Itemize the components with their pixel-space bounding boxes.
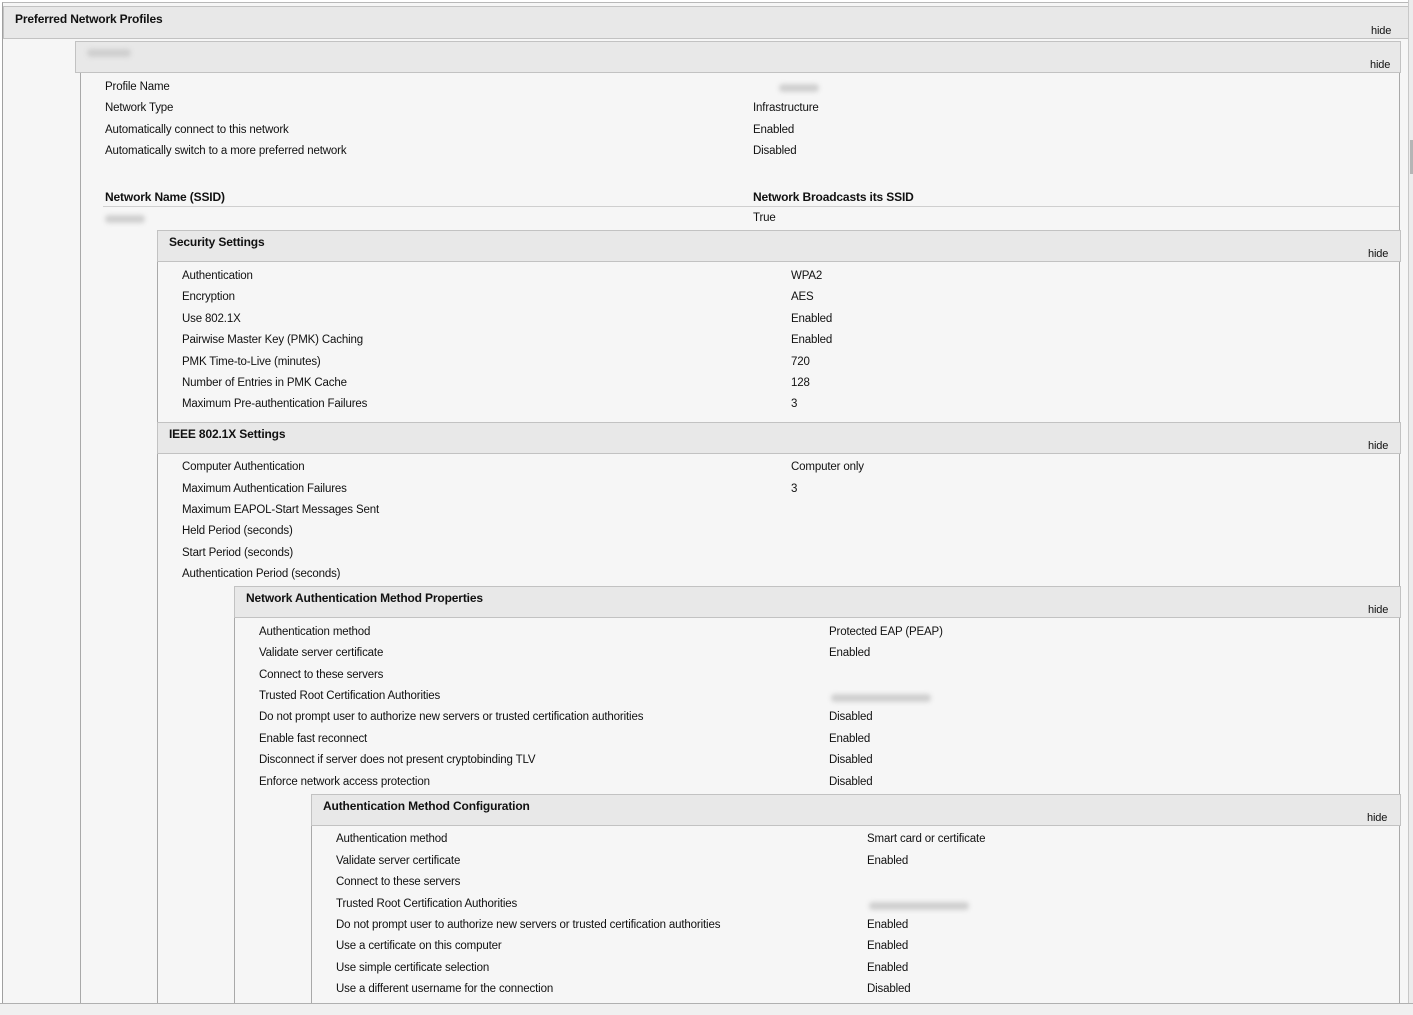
ieee-settings-header xyxy=(157,422,1401,454)
profile-row-value: Infrastructure xyxy=(753,102,819,114)
security-row-value: 128 xyxy=(791,377,810,389)
amc-row-value: Enabled xyxy=(867,962,909,974)
security-row-value: AES xyxy=(791,291,814,303)
profile-row-value: Enabled xyxy=(753,124,795,136)
security-row-value: 3 xyxy=(791,398,798,410)
security-row-label: PMK Time-to-Live (minutes) xyxy=(182,356,321,368)
amc-row-label: Use simple certificate selection xyxy=(336,962,490,974)
ieee-row-label: Authentication Period (seconds) xyxy=(182,568,341,580)
security-settings-title: Security Settings xyxy=(169,235,265,249)
ieee-row-value: 3 xyxy=(791,483,798,495)
amc-row-value: Enabled xyxy=(867,919,909,931)
report-pane xyxy=(2,2,1409,1004)
preferred-network-profiles-header xyxy=(3,6,1409,39)
namp-row-label: Enforce network access protection xyxy=(259,776,430,788)
amc-row-label: Trusted Root Certification Authorities xyxy=(336,898,518,910)
amc-title: Authentication Method Configuration xyxy=(323,799,530,813)
namp-row-label: Validate server certificate xyxy=(259,647,384,659)
security-row-value: WPA2 xyxy=(791,270,823,282)
amc-row-label: Connect to these servers xyxy=(336,876,461,888)
hide-link-amc[interactable]: hide xyxy=(1367,812,1388,824)
ieee-row-label: Maximum Authentication Failures xyxy=(182,483,347,495)
ieee-row-label: Computer Authentication xyxy=(182,461,305,473)
namp-row-value: Disabled xyxy=(829,711,873,723)
ieee-row-label: Start Period (seconds) xyxy=(182,547,294,559)
namp-row-value: Disabled xyxy=(829,754,873,766)
security-row-label: Number of Entries in PMK Cache xyxy=(182,377,347,389)
ssid-table-divider xyxy=(103,206,1399,207)
namp-title: Network Authentication Method Properties xyxy=(246,591,483,605)
amc-row-label: Authentication method xyxy=(336,833,448,845)
namp-row-label: Trusted Root Certification Authorities xyxy=(259,690,441,702)
preferred-network-profiles-title: Preferred Network Profiles xyxy=(15,12,163,26)
ieee-row-value: Computer only xyxy=(791,461,864,473)
hide-link-security[interactable]: hide xyxy=(1368,248,1389,260)
ieee-settings-title: IEEE 802.1X Settings xyxy=(169,427,286,441)
hide-link-namp[interactable]: hide xyxy=(1368,604,1389,616)
namp-row-value: Disabled xyxy=(829,776,873,788)
ssid-value-redacted xyxy=(105,215,145,223)
namp-row-label: Disconnect if server does not present cryptobinding TLV xyxy=(259,754,536,766)
amc-row-value: Disabled xyxy=(867,983,911,995)
amc-row-label: Validate server certificate xyxy=(336,855,461,867)
profile-row-label: Automatically switch to a more preferred network xyxy=(105,145,347,157)
namp-row-label: Authentication method xyxy=(259,626,371,638)
ieee-row-label: Held Period (seconds) xyxy=(182,525,293,537)
namp-row-label: Enable fast reconnect xyxy=(259,733,368,745)
profile-header xyxy=(75,41,1401,73)
vertical-scrollbar[interactable] xyxy=(1408,0,1413,1003)
namp-row-label: Connect to these servers xyxy=(259,669,384,681)
broadcast-value: True xyxy=(753,212,776,224)
ssid-column-header: Network Name (SSID) xyxy=(105,190,225,204)
namp-row-value: Protected EAP (PEAP) xyxy=(829,626,943,638)
amc-trusted-ca-redacted xyxy=(869,902,969,910)
profile-name-redacted xyxy=(87,49,131,57)
amc-row-value: Smart card or certificate xyxy=(867,833,986,845)
namp-row-label: Do not prompt user to authorize new servers or trusted certification authorities xyxy=(259,711,644,723)
amc-row-label: Use a different username for the connection xyxy=(336,983,554,995)
amc-row-value: Enabled xyxy=(867,940,909,952)
right-border-line xyxy=(1399,43,1400,1004)
security-row-value: Enabled xyxy=(791,334,833,346)
security-settings-header xyxy=(157,230,1401,262)
indent-line-level2 xyxy=(157,261,158,1004)
indent-line-level3 xyxy=(234,617,235,1004)
security-row-label: Encryption xyxy=(182,291,235,303)
broadcast-column-header: Network Broadcasts its SSID xyxy=(753,190,914,204)
profile-row-value: Disabled xyxy=(753,145,797,157)
profile-row-label: Network Type xyxy=(105,102,174,114)
profile-row-label: Automatically connect to this network xyxy=(105,124,289,136)
security-row-label: Pairwise Master Key (PMK) Caching xyxy=(182,334,364,346)
security-row-value: Enabled xyxy=(791,313,833,325)
namp-row-value: Enabled xyxy=(829,647,871,659)
indent-line-level4 xyxy=(311,825,312,1004)
security-row-value: 720 xyxy=(791,356,810,368)
amc-row-label: Do not prompt user to authorize new servers or trusted certification authorities xyxy=(336,919,721,931)
profile-row-label: Profile Name xyxy=(105,81,170,93)
hide-link-profile[interactable]: hide xyxy=(1370,59,1391,71)
ieee-row-label: Maximum EAPOL-Start Messages Sent xyxy=(182,504,380,516)
amc-row-label: Use a certificate on this computer xyxy=(336,940,502,952)
security-row-label: Authentication xyxy=(182,270,253,282)
profile-name-value-redacted xyxy=(779,84,819,92)
namp-row-value: Enabled xyxy=(829,733,871,745)
hide-link-ieee[interactable]: hide xyxy=(1368,440,1389,452)
amc-row-value: Enabled xyxy=(867,855,909,867)
hide-link-preferred[interactable]: hide xyxy=(1371,25,1392,37)
indent-line-level1 xyxy=(80,71,81,1004)
security-row-label: Maximum Pre-authentication Failures xyxy=(182,398,368,410)
bottom-edge xyxy=(0,1003,1413,1015)
security-row-label: Use 802.1X xyxy=(182,313,241,325)
namp-trusted-ca-redacted xyxy=(831,694,931,702)
